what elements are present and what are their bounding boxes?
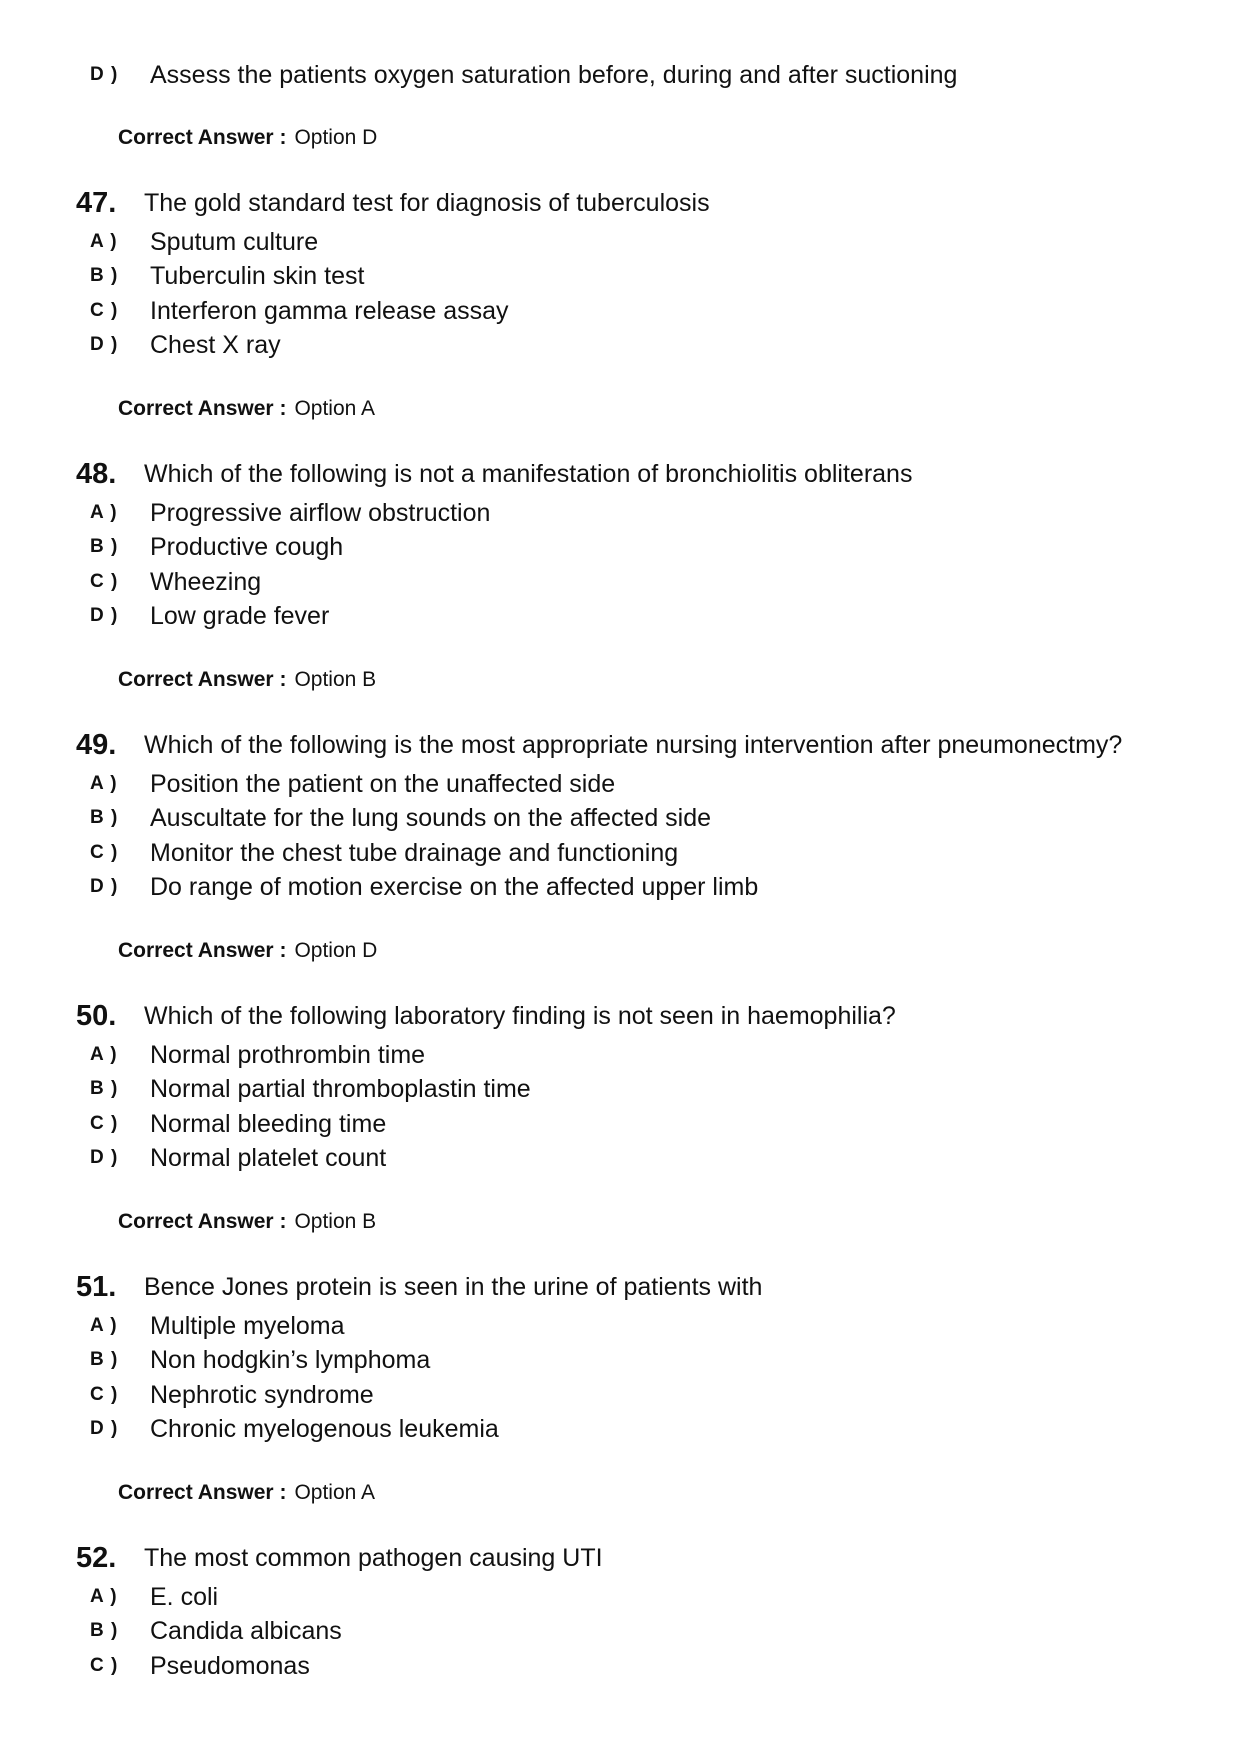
option-letter: D )	[90, 64, 119, 85]
option-a	[90, 1309, 345, 1343]
question-number: 50.	[76, 999, 117, 1032]
answer-value: Option D	[294, 939, 378, 962]
option-text: Pseudomonas	[150, 1651, 310, 1680]
option-letter: A )	[90, 1315, 118, 1336]
answer-value: Option D	[294, 126, 378, 149]
correct-answer	[118, 1478, 375, 1508]
option-c	[90, 294, 509, 328]
answer-label: Correct Answer :	[118, 668, 287, 691]
option-letter: A )	[90, 231, 118, 252]
option-letter: C )	[90, 1113, 119, 1134]
option-letter: D )	[90, 334, 119, 355]
answer-label: Correct Answer :	[118, 126, 287, 149]
answer-label: Correct Answer :	[118, 1210, 287, 1233]
option-text: Do range of motion exercise on the affected upper limb	[150, 872, 759, 901]
question-number: 47.	[76, 186, 117, 219]
option-text: Normal bleeding time	[150, 1109, 387, 1138]
option-letter: B )	[90, 1620, 119, 1641]
option-a	[90, 1580, 218, 1614]
option-text: Non hodgkin’s lymphoma	[150, 1345, 431, 1374]
option-text: Tuberculin skin test	[150, 261, 365, 290]
option-letter: C )	[90, 842, 119, 863]
question-49	[76, 725, 1122, 765]
option-d	[90, 1412, 499, 1446]
option-a	[90, 1038, 425, 1072]
option-b	[90, 1343, 430, 1377]
option-text: Normal prothrombin time	[150, 1040, 426, 1069]
option-letter: B )	[90, 1349, 119, 1370]
option-a	[90, 225, 318, 259]
option-text: Wheezing	[150, 567, 262, 596]
question-text: The gold standard test for diagnosis of tuberculosis	[144, 188, 710, 217]
answer-label: Correct Answer :	[118, 939, 287, 962]
correct-answer	[118, 936, 377, 966]
option-text: Auscultate for the lung sounds on the affected side	[150, 803, 712, 832]
option-letter: B )	[90, 807, 119, 828]
carryover-option-d	[90, 58, 957, 92]
option-letter: C )	[90, 1655, 119, 1676]
option-letter: C )	[90, 1384, 119, 1405]
question-text: Which of the following is the most appropriate nursing intervention after pneumonectmy?	[144, 730, 1123, 759]
option-text: Normal partial thromboplastin time	[150, 1074, 531, 1103]
option-text: Monitor the chest tube drainage and functioning	[150, 838, 679, 867]
question-50	[76, 996, 896, 1036]
question-number: 51.	[76, 1270, 117, 1303]
option-text: Productive cough	[150, 532, 344, 561]
option-text: Normal platelet count	[150, 1143, 387, 1172]
option-a	[90, 767, 615, 801]
option-d	[90, 870, 758, 904]
option-letter: D )	[90, 876, 119, 897]
answer-value: Option A	[294, 1481, 375, 1504]
option-d	[90, 328, 281, 362]
option-b	[90, 259, 364, 293]
answer-value: Option A	[294, 397, 375, 420]
answer-label: Correct Answer :	[118, 397, 287, 420]
option-text: Low grade fever	[150, 601, 330, 630]
option-text: Candida albicans	[150, 1616, 342, 1645]
question-text: Which of the following laboratory finding is not seen in haemophilia?	[144, 1001, 896, 1030]
option-letter: A )	[90, 502, 118, 523]
option-text: E. coli	[150, 1582, 219, 1611]
question-text: Bence Jones protein is seen in the urine of patients with	[144, 1272, 763, 1301]
option-letter: A )	[90, 1044, 118, 1065]
option-b	[90, 1614, 342, 1648]
option-text: Sputum culture	[150, 227, 319, 256]
option-d	[90, 599, 329, 633]
question-47	[76, 183, 710, 223]
option-b	[90, 530, 343, 564]
question-number: 52.	[76, 1541, 117, 1574]
option-text: Progressive airflow obstruction	[150, 498, 491, 527]
option-letter: B )	[90, 1078, 119, 1099]
answer-value: Option B	[294, 668, 377, 691]
answer-label: Correct Answer :	[118, 1481, 287, 1504]
option-c	[90, 1107, 386, 1141]
question-text: Which of the following is not a manifestation of bronchiolitis obliterans	[144, 459, 913, 488]
option-b	[90, 801, 711, 835]
option-letter: A )	[90, 1586, 118, 1607]
question-51	[76, 1267, 762, 1307]
option-text: Interferon gamma release assay	[150, 296, 509, 325]
question-number: 49.	[76, 728, 117, 761]
correct-answer	[118, 665, 376, 695]
option-letter: D )	[90, 1147, 119, 1168]
option-d	[90, 1141, 386, 1175]
option-a	[90, 496, 490, 530]
option-text: Multiple myeloma	[150, 1311, 345, 1340]
question-number: 48.	[76, 457, 117, 490]
option-letter: C )	[90, 571, 119, 592]
option-b	[90, 1072, 531, 1106]
option-text: Chronic myelogenous leukemia	[150, 1414, 499, 1443]
correct-answer	[118, 1207, 376, 1237]
option-c	[90, 1378, 374, 1412]
option-text: Position the patient on the unaffected side	[150, 769, 616, 798]
option-letter: A )	[90, 773, 118, 794]
option-letter: C )	[90, 300, 119, 321]
option-letter: D )	[90, 1418, 119, 1439]
question-52	[76, 1538, 603, 1578]
option-text: Chest X ray	[150, 330, 281, 359]
option-text: Assess the patients oxygen saturation before, during and after suctioning	[150, 60, 958, 89]
question-text: The most common pathogen causing UTI	[144, 1543, 603, 1572]
option-c	[90, 836, 678, 870]
option-letter: B )	[90, 265, 119, 286]
question-48	[76, 454, 912, 494]
answer-value: Option B	[294, 1210, 377, 1233]
option-letter: B )	[90, 536, 119, 557]
option-text: Nephrotic syndrome	[150, 1380, 374, 1409]
option-c	[90, 565, 261, 599]
option-letter: D )	[90, 605, 119, 626]
option-c	[90, 1649, 310, 1683]
correct-answer	[118, 394, 375, 424]
carryover-correct-answer	[118, 123, 377, 153]
